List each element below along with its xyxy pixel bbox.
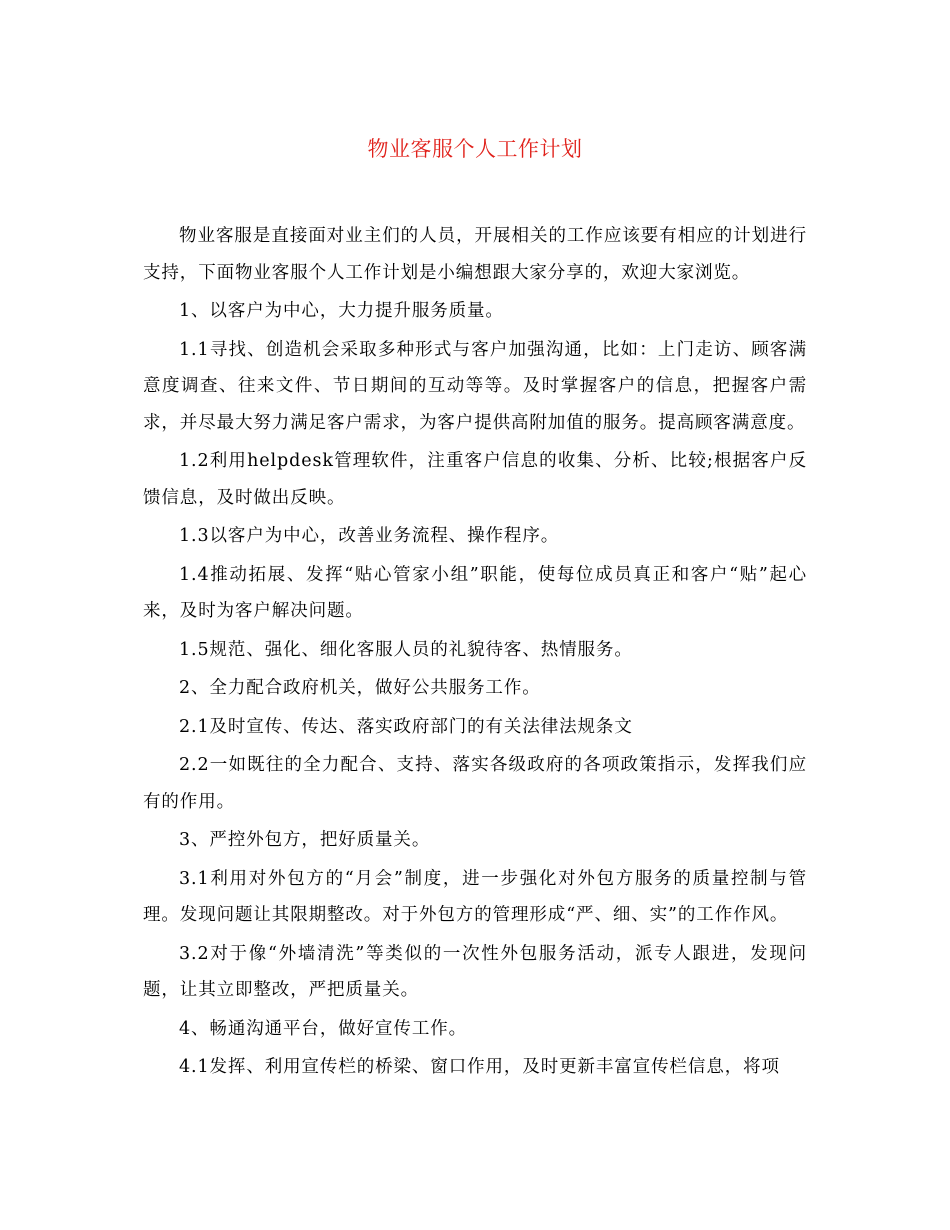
section-heading-4: 4、畅通沟通平台，做好宣传工作。 [179,1018,468,1039]
paragraph-2-1: 2.1及时宣传、传达、落实政府部门的有关法律法规条文 [179,716,633,737]
paragraph-4-1: 4.1发挥、利用宣传栏的桥梁、窗口作用，及时更新丰富宣传栏信息，将项 [179,1057,780,1077]
section-heading-2: 2、全力配合政府机关，做好公共服务工作。 [179,678,541,698]
paragraph-1-4: 1.4推动拓展、发挥“贴心管家小组”职能，使每位成员真正和客户“贴”起心来，及时为客户解决问题。 [143,564,807,621]
document-title: 物业客服个人工作计划 [367,137,583,161]
paragraph-1-1: 1.1寻找、创造机会采取多种形式与客户加强沟通，比如：上门走访、顾客满意度调查、往来文件、节日期间的互动等等。及时掌握客户的信息，把握客户需求，并尽最大努力满足客户需求，为客户提供高附加值的服务。提高顾客满意度。 [143,339,807,433]
document-body [143,218,807,1088]
section-heading-1: 1、以客户为中心，大力提升服务质量。 [179,301,504,321]
paragraph-1-3: 1.3以客户为中心，改善业务流程、操作程序。 [179,526,560,546]
paragraph-3-2: 3.2对于像“外墙清洗”等类似的一次性外包服务活动，派专人跟进，发现问题，让其立即整改，严把质量关。 [143,943,807,1000]
paragraph-intro: 物业客服是直接面对业主们的人员，开展相关的工作应该要有相应的计划进行支持，下面物业客服个人工作计划是小编想跟大家分享的，欢迎大家浏览。 [143,226,807,283]
section-heading-3: 3、严控外包方，把好质量关。 [179,830,431,850]
paragraph-1-5: 1.5规范、强化、细化客服人员的礼貌待客、热情服务。 [179,639,633,660]
paragraph-3-1: 3.1利用对外包方的“月会”制度，进一步强化对外包方服务的质量控制与管理。发现问题让其限期整改。对于外包方的管理形成“严、细、实”的工作作风。 [143,868,807,925]
paragraph-2-2: 2.2一如既往的全力配合、支持、落实各级政府的各项政策指示，发挥我们应有的作用。 [143,755,807,812]
paragraph-1-2: 1.2利用helpdesk管理软件，注重客户信息的收集、分析、比较;根据客户反馈信息，及时做出反映。 [143,451,807,508]
